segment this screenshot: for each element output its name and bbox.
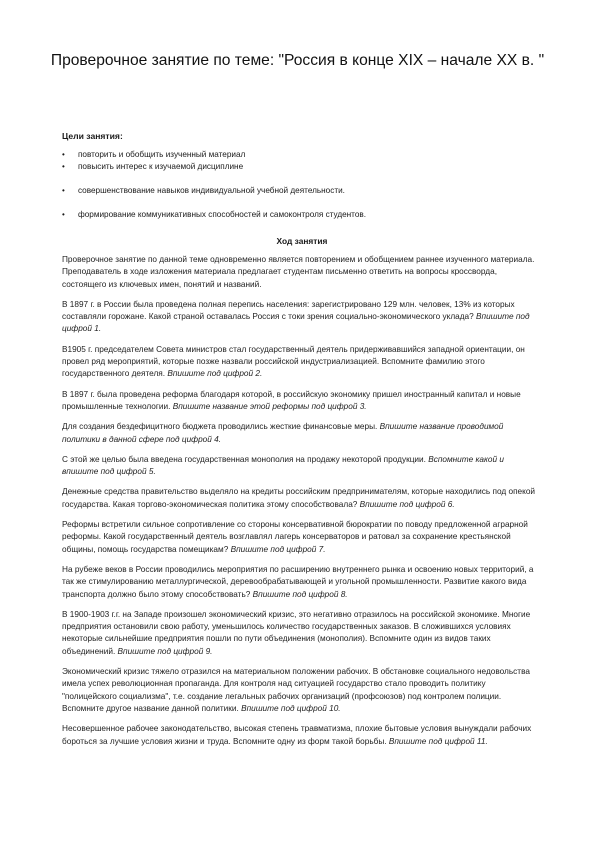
bullet-icon: • <box>62 150 65 159</box>
goals-list <box>62 149 542 221</box>
paragraph-text: В 1900-1903 г.г. на Западе произошел экономический кризис, это негативно отразилось на российской экономике. Многие предприятия остановили свою работу, уменьшилось количество государственных заказов. В сложившихся условиях некоторые сильнейшие предприятия пошли по пути объединения (монополия). Вспомните один из видов таких объединений. <box>62 609 531 656</box>
paragraph <box>62 254 538 291</box>
bullet-icon: • <box>62 186 65 195</box>
page-title: Проверочное занятие по теме: "Россия в конце XIX – начале XX в. " <box>50 52 545 69</box>
paragraph-task: Впишите под цифрой 1. <box>62 312 530 334</box>
paragraph-task: Впишите название этой реформы под цифрой 3. <box>172 401 367 411</box>
paragraph-text: Реформы встретили сильное сопротивление со стороны консервативной бюрократии по поводу предложенной аграрной реформы. Какой государственный деятель возглавлял лагерь консерваторов и ратовал за сохранение крестьянской общины, помощь государства помещикам? <box>62 520 528 554</box>
paragraph-text: В 1897 г. была проведена реформа благодаря которой, в российскую экономику пришел иностранный капитал и новые промышленные технологии. <box>62 389 521 411</box>
paragraph-text: С этой же целью была введена государственная монополия на продажу некоторой продукции. <box>62 454 426 464</box>
paragraph-text: Денежные средства правительство выделяло на кредиты российским предпринимателям, которые находились под опекой государства. Какая торгово-экономическая политика этому способствовала? <box>62 487 536 509</box>
paragraph <box>62 421 538 446</box>
goal-item <box>62 161 542 173</box>
goal-item <box>62 185 542 197</box>
goal-item <box>62 209 542 221</box>
paragraph-task: Впишите под цифрой 8. <box>252 589 348 599</box>
goal-text: повторить и обобщить изученный материал <box>78 150 246 159</box>
paragraph-text: В 1897 г. в России была проведена полная перепись населения: зарегистрировано 129 млн. человек, 13% из которых составляли горожане. Какой страной оставалась Россия с токи зрения социально-экономического уклада? <box>62 299 515 322</box>
goal-text: совершенствование навыков индивидуальной учебной деятельности. <box>78 186 345 195</box>
goal-item <box>62 149 542 161</box>
paragraph-task: Впишите под цифрой 9. <box>117 646 213 656</box>
paragraph <box>62 389 538 414</box>
paragraph <box>62 454 538 479</box>
paragraph-text: Для создания бездефицитного бюджета проводились жесткие финансовые меры. <box>62 422 378 432</box>
bullet-icon: • <box>62 210 65 219</box>
section-heading: Ход занятия <box>276 236 328 246</box>
paragraph <box>62 519 538 556</box>
document-body <box>62 254 538 756</box>
paragraph <box>62 344 538 381</box>
paragraph <box>62 666 538 715</box>
paragraph-task: Впишите под цифрой 10. <box>241 703 341 713</box>
paragraph-text: Экономический кризис тяжело отразился на материальном положении рабочих. В обстановке социального недовольства имела успех революционная пропаганда. Для контроля над ситуацией государство стало проводить политику "полицейского социализма", т.е. создание легальных рабочих организаций (профсоюзов) под контролем полиции. Вспомните другое название данной политики. <box>62 667 530 713</box>
paragraph-task: Вспомните какой и впишите под цифрой 5. <box>62 454 504 477</box>
paragraph <box>62 564 538 601</box>
paragraph <box>62 486 538 511</box>
paragraph-text: Несовершенное рабочее законодательство, высокая степень травматизма, плохие бытовые условия вынуждали рабочих бороться за лучшие условия жизни и труда. Вспомните одну из форм такой борьбы. <box>62 724 532 746</box>
paragraph-task: Впишите название проводимой политики в данной сфере под цифрой 4. <box>62 422 504 444</box>
paragraph-task: Впишите под цифрой 11. <box>388 736 488 746</box>
paragraph-text: На рубеже веков в России проводились мероприятия по расширению внутреннего рынка и освоению новых территорий, а так же стимулированию металлургической, деревообрабатывающей и угольной промышленности. Развитие какого вида транспорта должно было этому способствовать? <box>62 564 534 599</box>
paragraph <box>62 723 538 748</box>
paragraph-text: Проверочное занятие по данной теме одновременно является повторением и обобщением раннее изученного материала. Преподаватель в ходе изложения материала предлагает студентам письменно ответить на вопросы кроссворда, состоящего из ключевых имен, понятий и названий. <box>62 255 535 289</box>
paragraph-task: Впишите под цифрой 6. <box>359 499 455 509</box>
goal-text: формирование коммуникативных способностей и самоконтроля студентов. <box>78 210 367 219</box>
paragraph <box>62 299 538 336</box>
goal-text: повысить интерес к изучаемой дисциплине <box>78 162 244 171</box>
paragraph <box>62 609 538 658</box>
goals-heading: Цели занятия: <box>62 131 123 141</box>
bullet-icon: • <box>62 162 65 171</box>
paragraph-task: Впишите под цифрой 2. <box>167 369 263 379</box>
paragraph-text: В1905 г. председателем Совета министров стал государственный деятель придерживавшийся западной ориентации, он провел ряд мероприятий, которые позже назвали российской индустриализацией. Вспомните фамилию этого государственного деятеля. <box>62 344 525 379</box>
paragraph-task: Впишите под цифрой 7. <box>230 544 326 554</box>
